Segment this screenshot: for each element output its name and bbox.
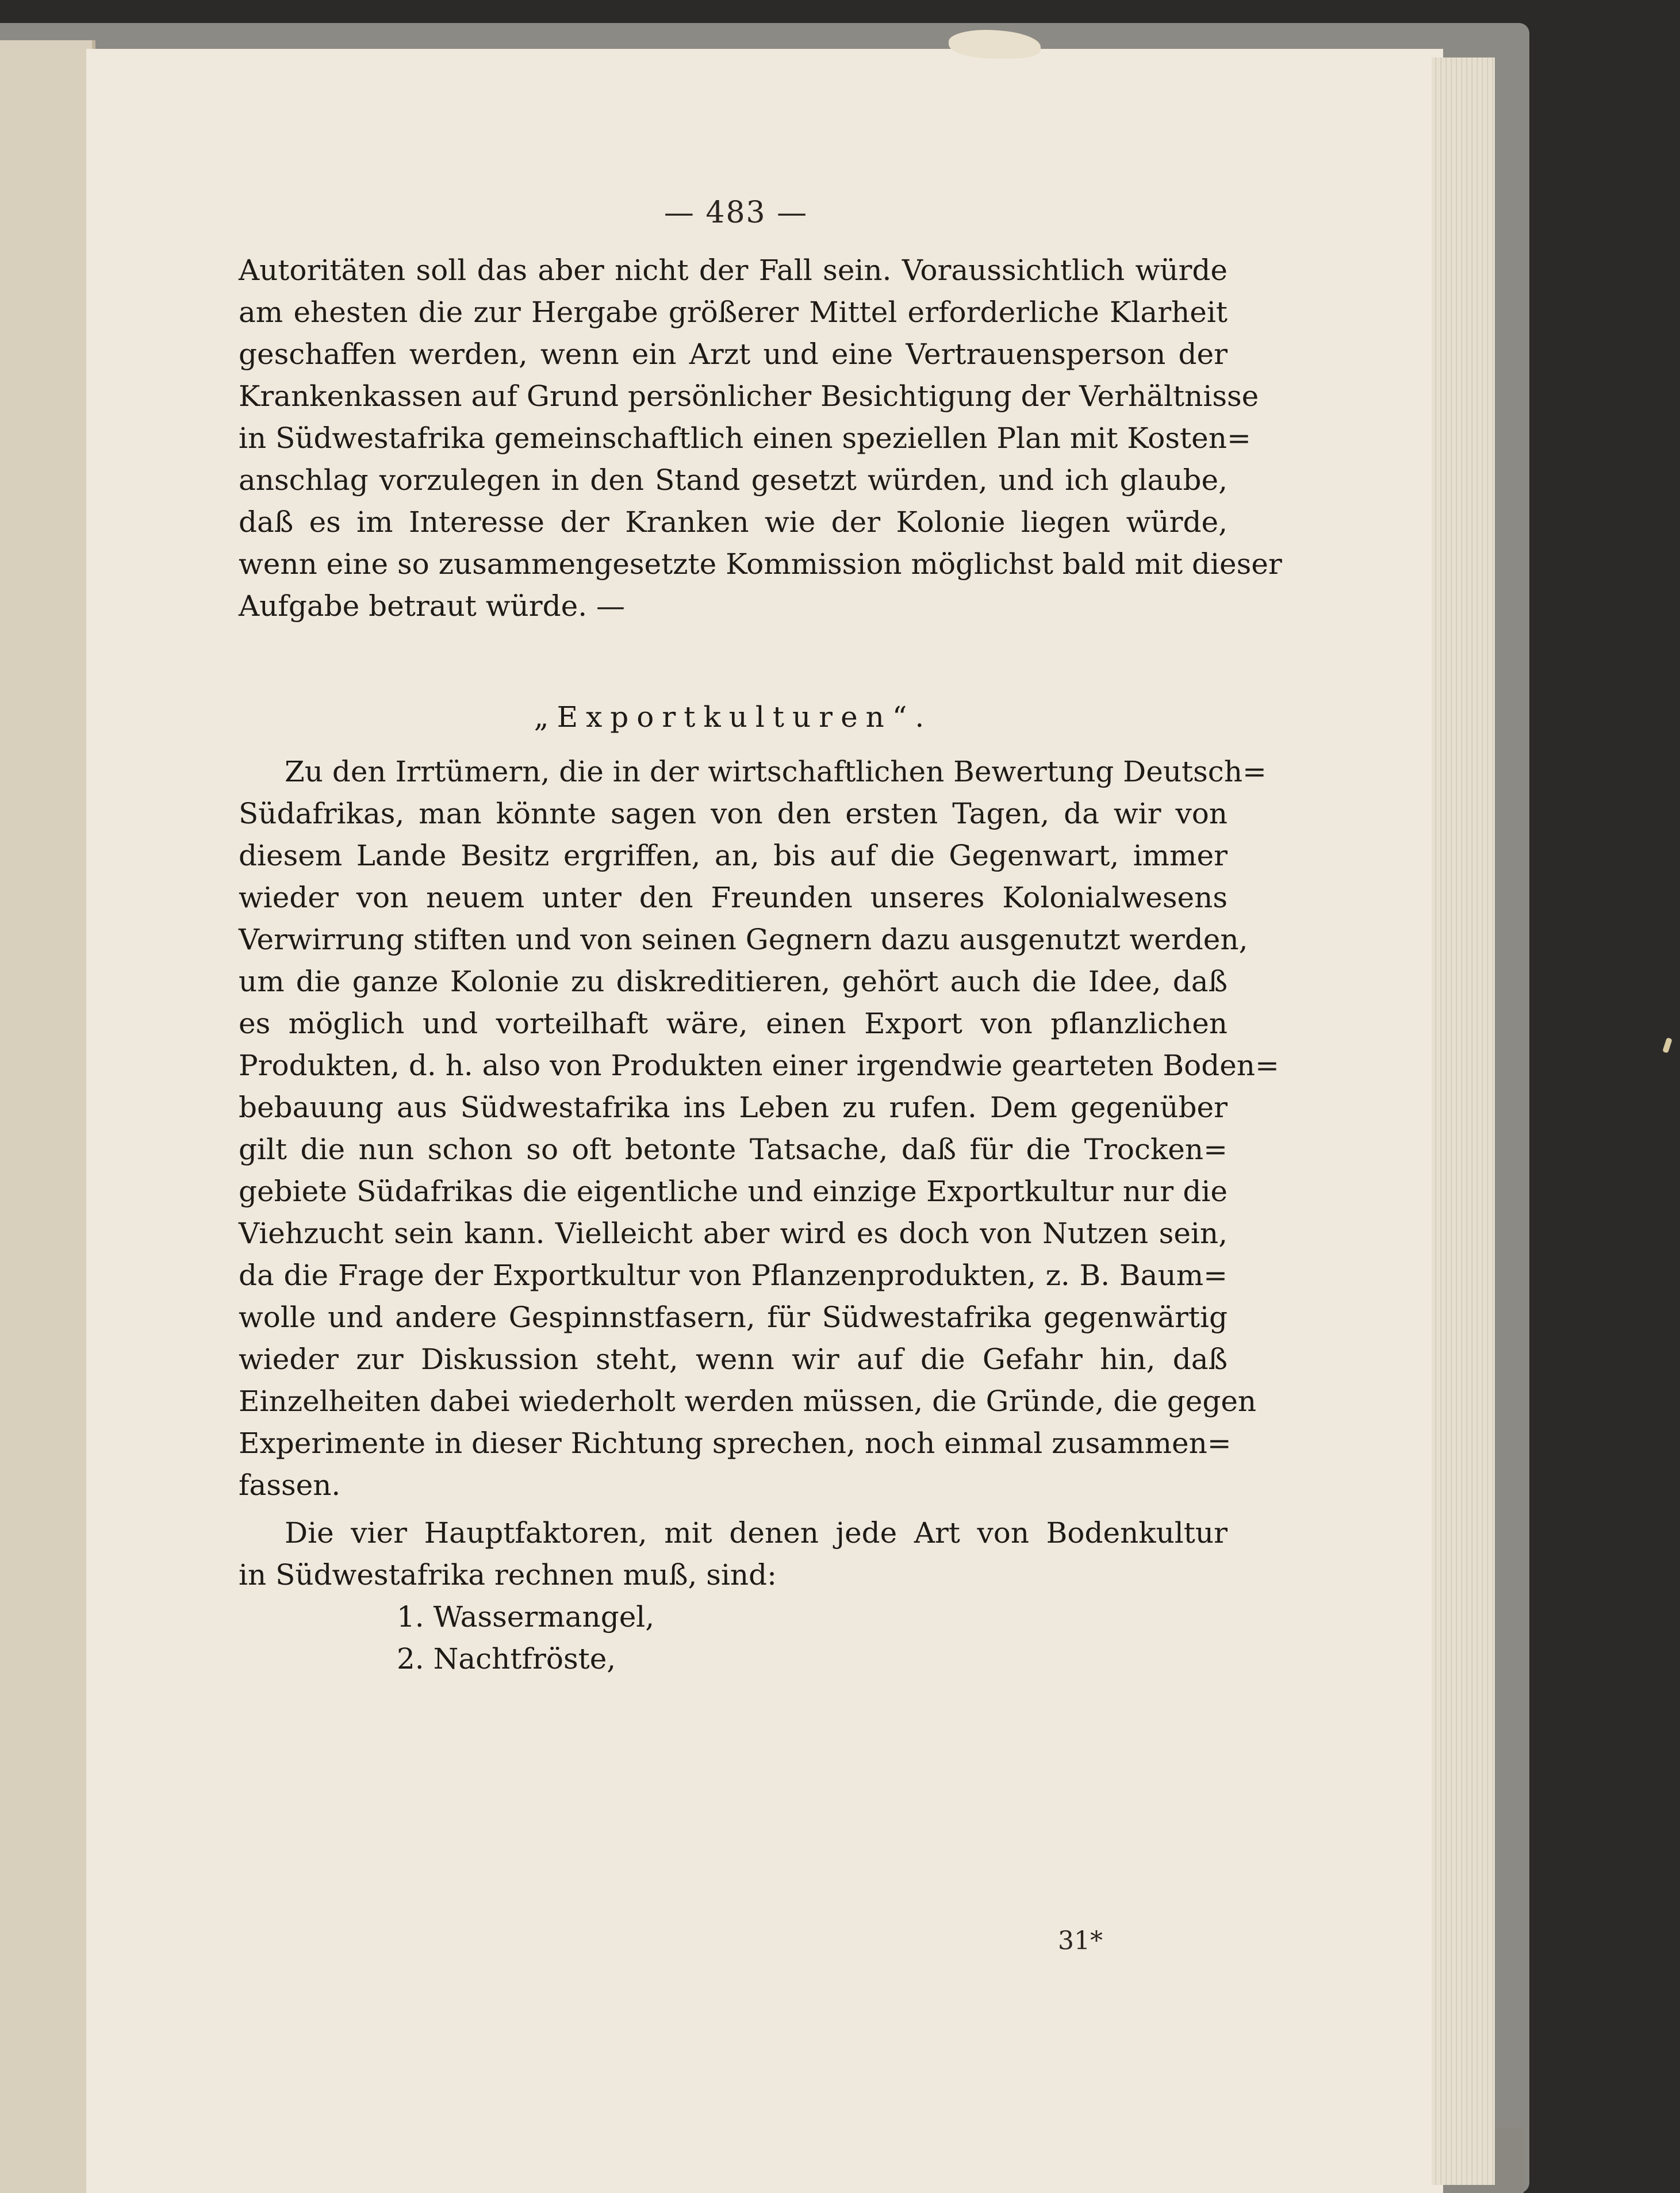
list-item: 2. Nachtfröste, [397,1642,616,1676]
text-line: gebiete Südafrikas die eigentliche und einzige Exportkultur nur die [239,1175,1228,1208]
text-line: Zu den Irrtümern, die in der wirtschaftlichen Bewertung Deutsch= [285,755,1267,788]
text-line: Südafrikas, man könnte sagen von den ersten Tagen, da wir von [239,797,1228,830]
text-line: Krankenkassen auf Grund persönlicher Besichtigung der Verhältnisse [239,379,1259,413]
text-line: Aufgabe betraut würde. — [239,589,625,623]
text-line: fassen. [239,1469,341,1502]
text-line: am ehesten die zur Hergabe größerer Mittel erforderliche Klarheit [239,296,1228,329]
signature-mark: 31* [1058,1926,1103,1956]
text-line: in Südwestafrika gemeinschaftlich einen speziellen Plan mit Kosten= [239,421,1251,455]
text-line: wieder zur Diskussion steht, wenn wir auf die Gefahr hin, daß [239,1343,1228,1376]
text-line: daß es im Interesse der Kranken wie der Kolonie liegen würde, [239,505,1228,539]
text-line: geschaffen werden, wenn ein Arzt und eine Vertrauensperson der [239,338,1228,371]
paper-scrap [1662,1037,1673,1053]
text-line: um die ganze Kolonie zu diskreditieren, gehört auch die Idee, daß [239,965,1228,998]
text-line: Experimente in dieser Richtung sprechen, noch einmal zusammen= [239,1427,1232,1460]
text-line: Autoritäten soll das aber nicht der Fall sein. Voraussichtlich würde [239,254,1228,287]
text-line: wolle und andere Gespinnstfasern, für Südwestafrika gegenwärtig [239,1301,1228,1334]
list-item: 1. Wassermangel, [397,1600,655,1634]
page-stack-edges [1432,57,1495,2185]
text-line: wieder von neuem unter den Freunden unseres Kolonialwesens [239,881,1228,914]
text-line: Produkten, d. h. also von Produkten einer irgendwie gearteten Boden= [239,1049,1279,1082]
section-heading: „Exportkulturen“. [534,700,933,734]
text-line: Die vier Hauptfaktoren, mit denen jede Art von Bodenkultur [285,1516,1228,1550]
text-line: es möglich und vorteilhaft wäre, einen Export von pflanzlichen [239,1007,1228,1040]
text-line: bebauung aus Südwestafrika ins Leben zu rufen. Dem gegenüber [239,1091,1228,1124]
text-line: da die Frage der Exportkultur von Pflanzenprodukten, z. B. Baum= [239,1259,1228,1292]
text-line: diesem Lande Besitz ergriffen, an, bis auf die Gegenwart, immer [239,839,1228,872]
text-line: anschlag vorzulegen in den Stand gesetzt würden, und ich glaube, [239,463,1228,497]
text-line: wenn eine so zusammengesetzte Kommission möglichst bald mit dieser [239,547,1282,581]
left-page-edge [0,40,95,2193]
text-line: in Südwestafrika rechnen muß, sind: [239,1558,777,1592]
text-line: Viehzucht sein kann. Vielleicht aber wird es doch von Nutzen sein, [239,1217,1228,1250]
text-line: gilt die nun schon so oft betonte Tatsache, daß für die Trocken= [239,1133,1228,1166]
text-line: Verwirrung stiften und von seinen Gegnern dazu ausgenutzt werden, [239,923,1248,956]
page-number: — 483 — [663,195,808,230]
text-line: Einzelheiten dabei wiederholt werden müssen, die Gründe, die gegen [239,1385,1257,1418]
